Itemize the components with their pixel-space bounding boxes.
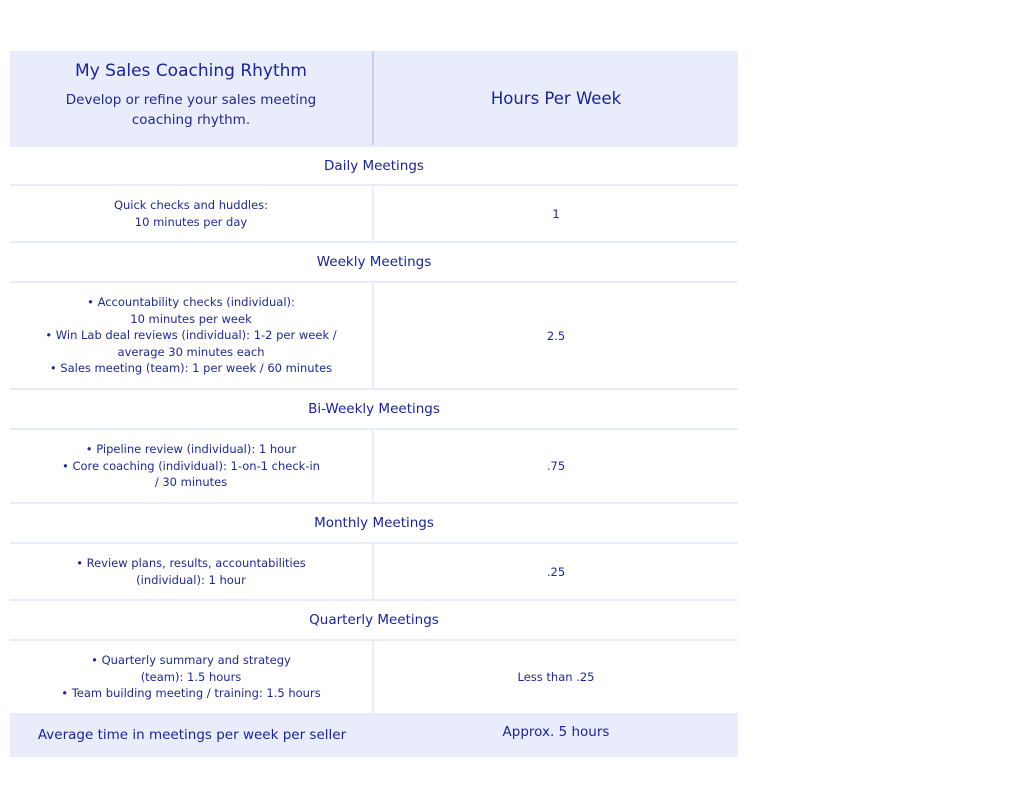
description-line: 10 minutes per day [134, 214, 248, 229]
table-header [10, 51, 738, 145]
description-cell [10, 430, 374, 502]
description-line: (team): 1.5 hours [140, 669, 242, 684]
description-line: (individual): 1 hour [136, 572, 246, 587]
header-left-cell [10, 51, 374, 145]
table-footer [10, 713, 738, 757]
table-row-quarterly [10, 641, 738, 713]
description-line: • Accountability checks (individual): [87, 295, 295, 310]
section-header-weekly: Weekly Meetings [10, 241, 738, 283]
table-row-weekly [10, 283, 738, 388]
description-line: • Sales meeting (team): 1 per week / 60 minutes [49, 361, 333, 376]
description-line: • Quarterly summary and strategy [91, 653, 291, 668]
description-line: • Win Lab deal reviews (individual): 1-2 per week / [45, 328, 337, 343]
description-line: • Review plans, results, accountabilities [76, 556, 306, 570]
section-header-monthly: Monthly Meetings [10, 502, 738, 544]
page-title: My Sales Coaching Rhythm [75, 60, 307, 81]
hours-cell: Less than .25 [374, 641, 738, 713]
footer-label: Average time in meetings per week per seller [10, 713, 374, 757]
hours-column-header: Hours Per Week [490, 88, 622, 108]
description-line: 10 minutes per week [130, 311, 252, 326]
description-cell [10, 544, 374, 599]
hours-cell: .25 [374, 544, 738, 599]
description-line: • Pipeline review (individual): 1 hour [85, 442, 297, 457]
description-line: • Team building meeting / training: 1.5 hours [61, 686, 321, 701]
description-cell [10, 186, 374, 241]
section-header-daily: Daily Meetings [10, 145, 738, 186]
description-cell [10, 641, 374, 713]
section-header-biweekly: Bi-Weekly Meetings [10, 388, 738, 430]
description-line: Quick checks and huddles: [113, 198, 269, 212]
description-line: / 30 minutes [154, 475, 228, 490]
page-subtitle: Develop or refine your sales meeting coaching rhythm. [65, 91, 317, 128]
header-right-cell [374, 51, 738, 145]
description-line: average 30 minutes each [117, 344, 265, 359]
description-cell [10, 283, 374, 388]
table-row-monthly [10, 544, 738, 599]
coaching-rhythm-table [10, 51, 738, 757]
footer-value: Approx. 5 hours [374, 713, 738, 757]
description-line: • Core coaching (individual): 1-on-1 check-in [62, 458, 320, 473]
hours-cell: 1 [374, 186, 738, 241]
table-row-daily [10, 186, 738, 241]
table-row-biweekly [10, 430, 738, 502]
hours-cell: .75 [374, 430, 738, 502]
section-header-quarterly: Quarterly Meetings [10, 599, 738, 641]
hours-cell: 2.5 [374, 283, 738, 388]
